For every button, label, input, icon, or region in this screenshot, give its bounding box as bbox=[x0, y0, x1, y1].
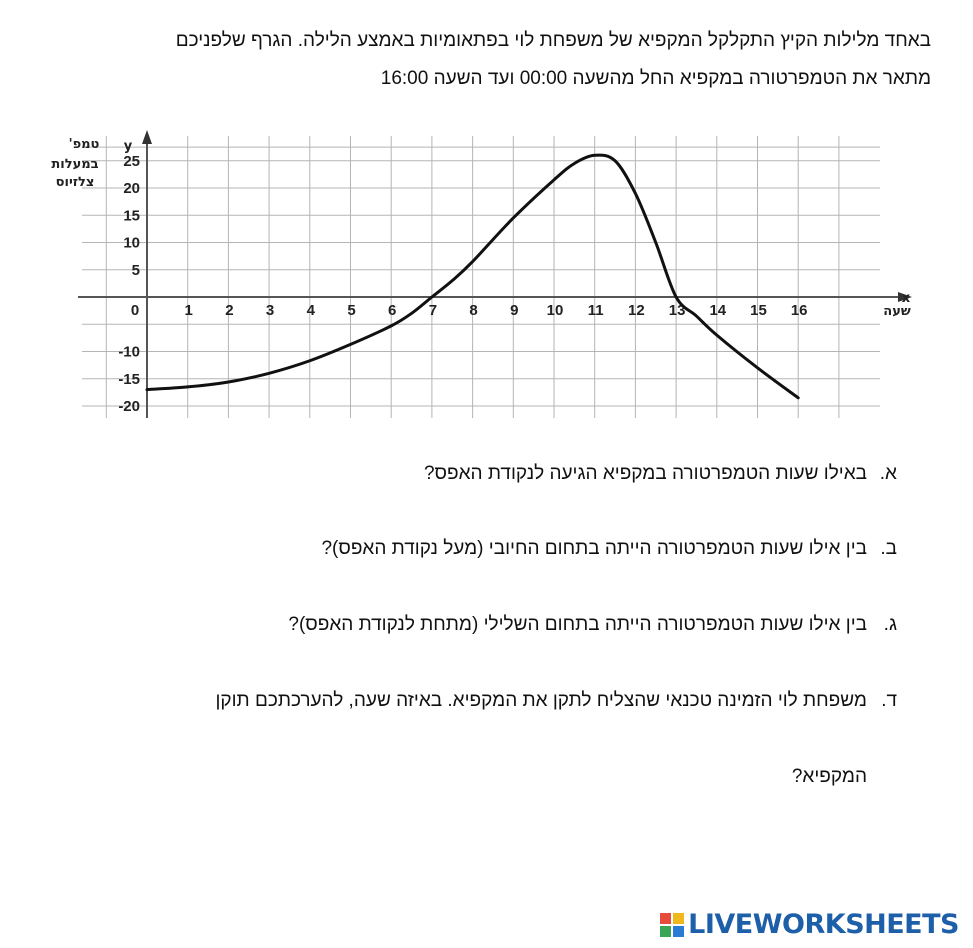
question-c bbox=[288, 609, 897, 641]
intro-line-2: מתאר את הטמפרטורה במקפיא החל מהשעה 00:00 ועד השעה 16:00 bbox=[380, 68, 931, 89]
x-tick-label: 10 bbox=[546, 302, 564, 319]
question-text-line-2: המקפיא? bbox=[791, 766, 867, 787]
y-tick-label: -20 bbox=[118, 398, 140, 415]
x-tick-label: 6 bbox=[388, 302, 397, 319]
question-text: באילו שעות הטמפרטורה במקפיא הגיעה לנקודת האפס? bbox=[423, 463, 867, 484]
x-tick-label: 4 bbox=[306, 302, 315, 319]
x-tick-label: 2 bbox=[225, 302, 234, 319]
x-tick-label: 5 bbox=[347, 302, 356, 319]
y-tick-label: 5 bbox=[131, 261, 140, 279]
x-tick-label: 15 bbox=[750, 302, 767, 319]
intro-line-1: באחד מלילות הקיץ התקלקל המקפיא של משפחת לוי בפתאומיות באמצע הלילה. הגרף שלפניכם bbox=[175, 30, 931, 51]
question-letter: ד. bbox=[881, 690, 897, 711]
y-tick-label: 20 bbox=[123, 180, 140, 197]
question-b bbox=[321, 533, 897, 565]
brand-name: LIVEWORKSHEETS bbox=[688, 909, 959, 940]
y-axis-arrow bbox=[142, 130, 152, 144]
question-text-line-1: משפחת לוי הזמינה טכנאי שהצליח לתקן את המקפיא. באיזה שעה, להערכתכם תוקן bbox=[215, 690, 867, 711]
x-tick-label: 9 bbox=[510, 302, 519, 319]
x-tick-label: 8 bbox=[469, 302, 478, 319]
temperature-chart bbox=[20, 128, 930, 426]
x-tick-label: 7 bbox=[428, 302, 438, 319]
x-axis-letter: x bbox=[901, 291, 911, 306]
question-d bbox=[215, 685, 897, 793]
y-tick-label: 10 bbox=[123, 234, 140, 252]
y-axis-title-line: צלזיוס bbox=[55, 175, 95, 190]
y-tick-label: 25 bbox=[123, 152, 140, 170]
intro-text bbox=[71, 22, 931, 98]
y-tick-label: -10 bbox=[118, 343, 140, 361]
x-axis-title: שעה bbox=[883, 304, 911, 319]
x-tick-label: 12 bbox=[628, 302, 645, 319]
y-tick-label: 15 bbox=[123, 207, 140, 225]
x-tick-label: 14 bbox=[709, 302, 727, 319]
x-tick-label: 13 bbox=[668, 302, 686, 319]
question-a bbox=[424, 458, 897, 490]
x-tick-label: 1 bbox=[184, 302, 193, 319]
y-axis-letter: y bbox=[123, 139, 133, 154]
question-text: בין אילו שעות הטמפרטורה הייתה בתחום החיובי (מעל נקודת האפס)? bbox=[321, 538, 867, 559]
question-letter: ב. bbox=[880, 538, 897, 559]
y-tick-label: -15 bbox=[118, 370, 140, 388]
y-axis-title-line: במעלות bbox=[51, 157, 99, 172]
x-tick-label: 11 bbox=[587, 302, 604, 319]
question-text: בין אילו שעות הטמפרטורה הייתה בתחום השלילי (מתחת לנקודת האפס)? bbox=[288, 614, 867, 635]
x-tick-label: 3 bbox=[265, 302, 275, 319]
question-letter: א. bbox=[879, 463, 897, 484]
liveworksheets-logo bbox=[660, 909, 959, 940]
x-tick-label: 16 bbox=[790, 302, 808, 319]
logo-icon bbox=[660, 913, 684, 937]
y-axis-title-line: טמפ' bbox=[68, 137, 100, 152]
x-tick-label: 0 bbox=[130, 302, 140, 319]
question-letter: ג. bbox=[883, 614, 897, 635]
